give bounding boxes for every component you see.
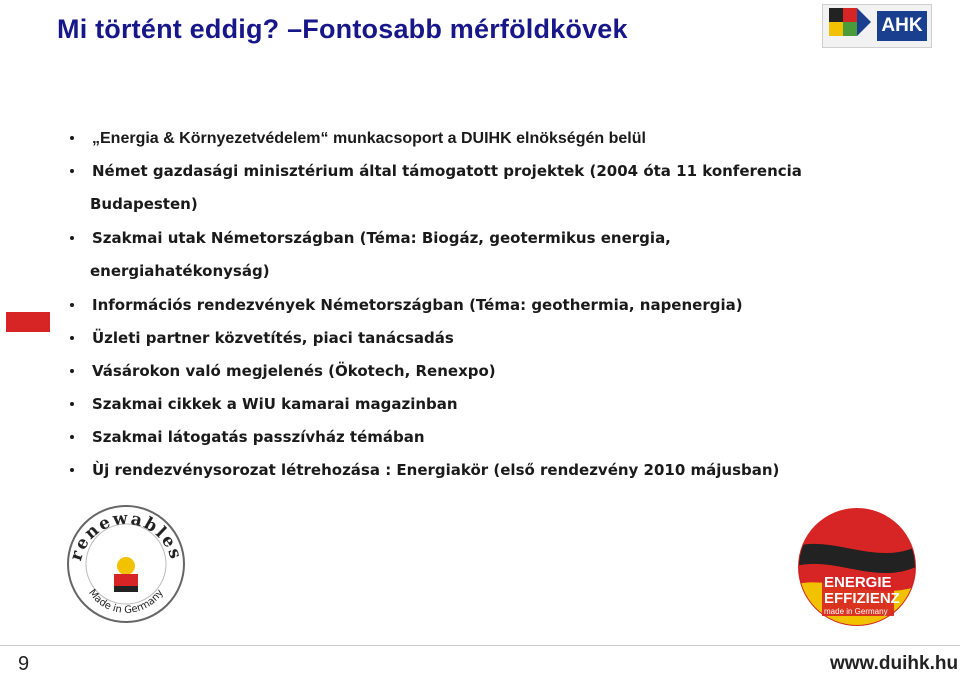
bullet-text: Szakmai cikkek a WiU kamarai magazinban: [92, 395, 458, 413]
bullet-dot-icon: [70, 402, 74, 406]
bullet-dot-icon: [70, 336, 74, 340]
page-number: 9: [18, 653, 30, 675]
footer-url: www.duihk.hu: [830, 653, 959, 674]
ahk-logo-text: AHK: [877, 11, 927, 41]
bullet-dot-icon: [70, 435, 74, 439]
bullet-text: Ùj rendezvénysorozat létrehozása : Energiakör (első rendezvény 2010 májusban): [92, 461, 780, 479]
bullet-continuation: energiahatékonyság): [90, 262, 270, 280]
bullet-dot-icon: [70, 468, 74, 472]
bullet-text: Német gazdasági minisztérium által támogatott projektek (2004 óta 11 konferencia: [92, 162, 802, 180]
bullet-continuation: Budapesten): [90, 195, 198, 213]
energie-line1: ENERGIE: [824, 574, 892, 591]
red-accent-bar: [6, 312, 50, 332]
bullet-text: Üzleti partner közvetítés, piaci tanácsadás: [92, 329, 454, 347]
bullet-text: „Energia & Környezetvédelem“ munkacsoport a DUIHK elnökségén belül: [92, 130, 646, 147]
bullet-dot-icon: [70, 136, 74, 140]
bullet-dot-icon: [70, 169, 74, 173]
bullet-text: Szakmai látogatás passzívház témában: [92, 428, 425, 446]
energie-line2: EFFIZIENZ: [824, 590, 900, 607]
footer-divider: [0, 645, 960, 646]
renewables-arc-text: renewables: [66, 508, 186, 564]
bullet-dot-icon: [70, 369, 74, 373]
bullet-text: Szakmai utak Németországban (Téma: Biogáz, geotermikus energia,: [92, 229, 671, 247]
bullet-text: Információs rendezvények Németországban (Téma: geothermia, napenergia): [92, 296, 743, 314]
ahk-logo: [822, 4, 932, 48]
energie-effizienz-logo: [796, 506, 918, 628]
renewables-sub-text: Made in Germany: [86, 587, 166, 617]
slide-title: Mi történt eddig? –Fontosabb mérföldkövek: [57, 14, 628, 44]
bullet-text: Vásárokon való megjelenés (Ökotech, Renexpo): [92, 362, 496, 380]
bullet-dot-icon: [70, 236, 74, 240]
energie-line3: made in Germany: [824, 607, 888, 616]
renewables-logo: [62, 500, 190, 628]
bullet-dot-icon: [70, 303, 74, 307]
ahk-emblem-icon: [827, 6, 873, 46]
